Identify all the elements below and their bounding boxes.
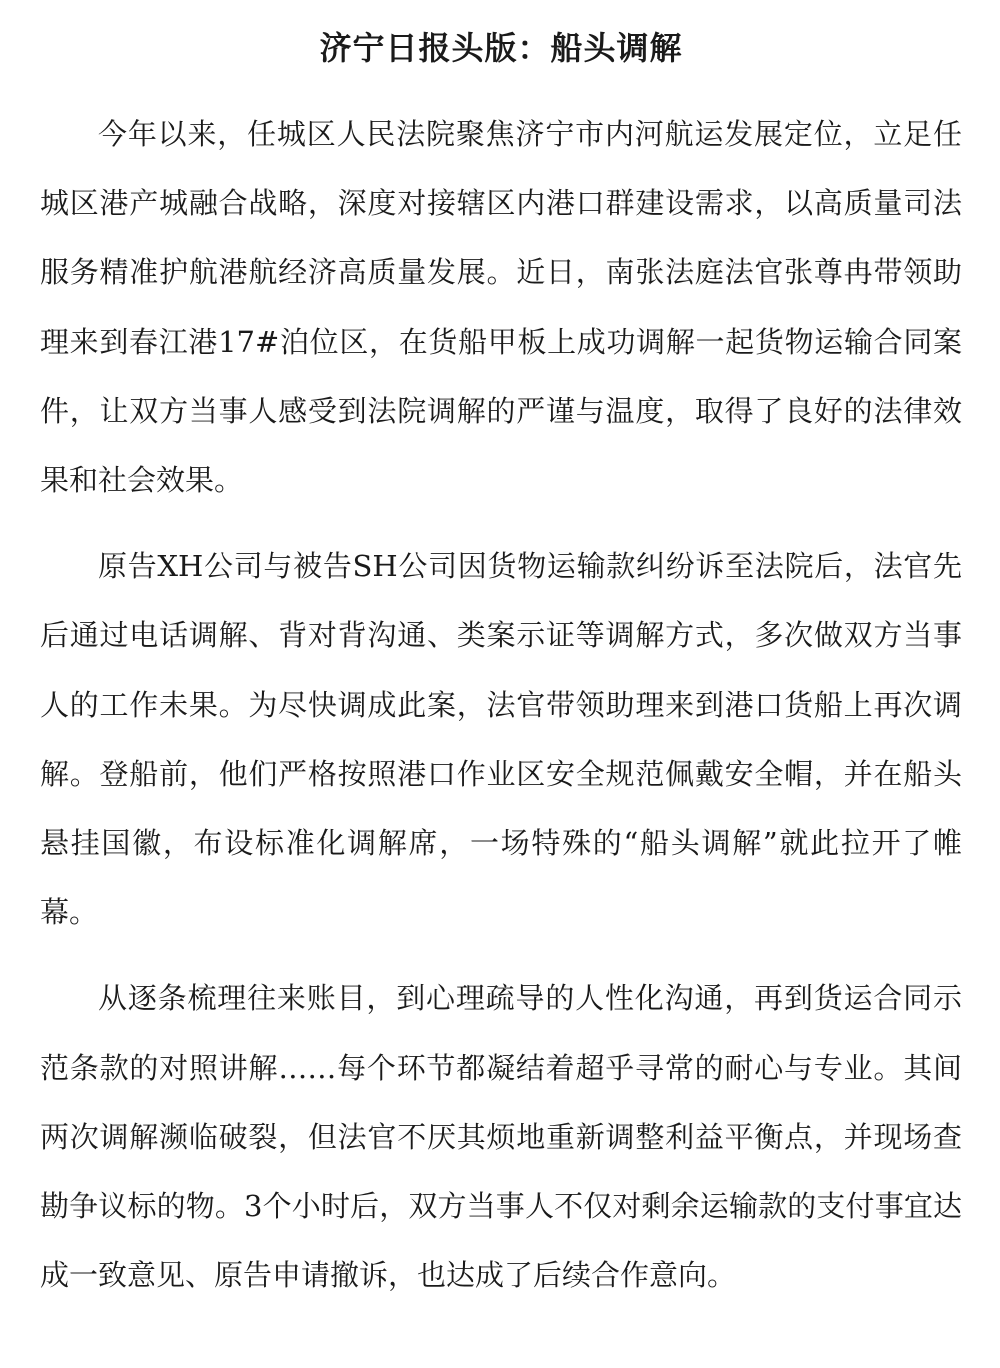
paragraph-3: 从逐条梳理往来账目，到心理疏导的人性化沟通，再到货运合同示范条款的对照讲解……每个环节都凝结着超乎寻常的耐心与专业。其间两次调解濒临破裂，但法官不厌其烦地重新调整利益平衡点，并现场查勘争议标的物。3个小时后，双方当事人不仅对剩余运输款的支付事宜达成一致意见、原告申请撤诉，也达成了后续合作意向。 [40, 981, 962, 1293]
paragraph-1: 今年以来，任城区人民法院聚焦济宁市内河航运发展定位，立足任城区港产城融合战略，深度对接辖区内港口群建设需求，以高质量司法服务精准护航港航经济高质量发展。近日，南张法庭法官张尊冉带领助理来到春江港17#泊位区，在货船甲板上成功调解一起货物运输合同案件，让双方当事人感受到法院调解的严谨与温度，取得了良好的法律效果和社会效果。 [40, 117, 962, 498]
paragraph-2: 原告XH公司与被告SH公司因货物运输款纠纷诉至法院后，法官先后通过电话调解、背对背沟通、类案示证等调解方式，多次做双方当事人的工作未果。为尽快调成此案，法官带领助理来到港口货船上再次调解。登船前，他们严格按照港口作业区安全规范佩戴安全帽，并在船头悬挂国徽，布设标准化调解席，一场特殊的“船头调解”就此拉开了帷幕。 [40, 549, 962, 930]
article [40, 20, 962, 1310]
article-title: 济宁日报头版：船头调解 [319, 29, 683, 67]
